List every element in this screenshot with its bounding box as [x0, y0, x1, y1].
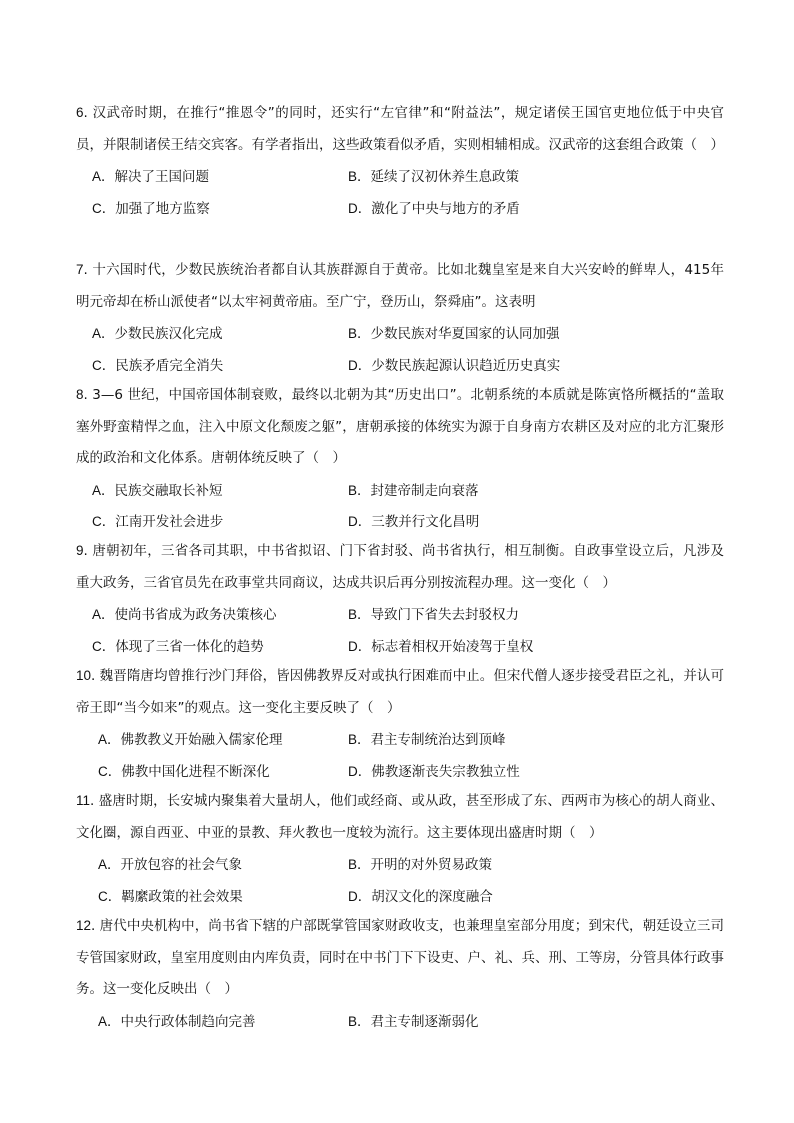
question-9 — [76, 535, 724, 662]
question-number: 10 — [76, 668, 92, 683]
option-letter: B — [348, 857, 358, 872]
question-text: . 汉武帝时期，在推行“推恩令”的同时，还实行“左官律”和“附益法”，规定诸侯王国官吏地位低于中央官员，并限制诸侯王结交宾客。有学者指出，这些政策看似矛盾，实则相辅相成。汉武帝的这套组合政策（ ） — [76, 105, 724, 153]
option-c[interactable]: C．羁縻政策的社会效果 — [98, 888, 243, 905]
option-b[interactable]: B．君主专制统治达到顶峰 — [348, 732, 506, 748]
option-a[interactable]: A．使尚书省成为政务决策核心 — [92, 607, 277, 623]
option-letter: A — [92, 169, 102, 184]
option-letter: B — [348, 1013, 358, 1029]
option-letter: C — [98, 763, 108, 779]
option-c[interactable]: C．江南开发社会进步 — [92, 514, 224, 530]
option-c[interactable]: C．民族矛盾完全消失 — [92, 357, 224, 374]
question-text: . 十六国时代，少数民族统治者都自认其族群源自于黄帝。比如北魏皇室是来自大兴安岭的鲜卑人，415年明元帝却在桥山派使者“以太牢祠黄帝庙。至广宁，登历山，祭舜庙”。这表明 — [76, 262, 724, 310]
option-c[interactable]: C．加强了地方监察 — [92, 200, 210, 217]
option-text: 开放包容的社会气象 — [120, 857, 243, 873]
option-letter: D — [348, 638, 358, 654]
option-text: 江南开发社会进步 — [115, 514, 224, 530]
option-b[interactable]: B．封建帝制走向衰落 — [348, 482, 479, 499]
options-row — [76, 881, 724, 913]
option-letter: C — [92, 200, 102, 216]
question-10 — [76, 660, 724, 787]
options-row — [76, 475, 724, 507]
question-stem — [76, 97, 724, 161]
option-text: 加强了地方监察 — [115, 200, 210, 217]
options-row — [76, 193, 724, 225]
option-text: 标志着相权开始凌驾于皇权 — [371, 638, 534, 655]
option-text: 胡汉文化的深度融合 — [371, 888, 493, 905]
option-text: 佛教逐渐丧失宗教独立性 — [371, 763, 520, 780]
options-row — [76, 724, 724, 756]
question-number: 11 — [76, 793, 91, 808]
question-number: 8 — [76, 387, 84, 402]
question-text: . 盛唐时期，长安城内聚集着大量胡人，他们或经商、或从政，甚至形成了东、西两市为核心的胡人商业、文化圈，源自西亚、中亚的景教、拜火教也一度较为流行。这主要体现出盛唐时期（ ） — [76, 793, 724, 841]
option-text: 民族交融取长补短 — [114, 482, 223, 499]
option-letter: A — [92, 326, 102, 341]
option-text: 激化了中央与地方的矛盾 — [371, 200, 520, 217]
option-letter: B — [348, 482, 358, 498]
option-text: 羁縻政策的社会效果 — [121, 888, 243, 905]
options-row — [76, 631, 724, 663]
options-row — [76, 506, 724, 538]
option-b[interactable]: B．少数民族对华夏国家的认同加强 — [348, 326, 560, 342]
question-stem — [76, 910, 724, 1006]
option-d[interactable]: D．佛教逐渐丧失宗教独立性 — [348, 763, 520, 780]
question-stem — [76, 660, 724, 724]
options-row — [76, 849, 724, 881]
option-text: 佛教中国化进程不断深化 — [121, 763, 270, 780]
option-letter: B — [348, 326, 358, 341]
option-a[interactable]: A．佛教教义开始融入儒家伦理 — [98, 732, 283, 748]
option-b[interactable]: B．延续了汉初休养生息政策 — [348, 169, 520, 185]
option-text: 佛教教义开始融入儒家伦理 — [120, 732, 283, 748]
option-text: 少数民族对华夏国家的认同加强 — [370, 326, 560, 342]
option-a[interactable]: A．中央行政体制趋向完善 — [98, 1013, 256, 1030]
option-text: 少数民族汉化完成 — [114, 326, 223, 342]
option-a[interactable]: A．开放包容的社会气象 — [98, 857, 243, 873]
option-letter: D — [348, 357, 358, 373]
option-c[interactable]: C．佛教中国化进程不断深化 — [98, 763, 270, 780]
question-number: 12 — [76, 918, 92, 933]
option-letter: B — [348, 607, 358, 622]
option-b[interactable]: B．开明的对外贸易政策 — [348, 857, 493, 873]
option-letter: A — [92, 482, 102, 498]
option-d[interactable]: D．胡汉文化的深度融合 — [348, 888, 493, 905]
options-row — [76, 318, 724, 350]
question-12 — [76, 910, 724, 1037]
option-b[interactable]: B．君主专制逐渐弱化 — [348, 1013, 479, 1030]
option-text: 导致门下省失去封驳权力 — [370, 607, 520, 623]
options-row — [76, 1006, 724, 1038]
question-stem — [76, 785, 724, 849]
option-text: 延续了汉初休养生息政策 — [370, 169, 520, 185]
option-text: 民族矛盾完全消失 — [115, 357, 224, 374]
option-text: 使尚书省成为政务决策核心 — [114, 607, 277, 623]
question-stem — [76, 254, 724, 318]
options-row — [76, 161, 724, 193]
question-number: 9 — [76, 543, 84, 558]
option-text: 君主专制统治达到顶峰 — [370, 732, 506, 748]
option-letter: D — [348, 763, 358, 779]
question-stem — [76, 379, 724, 475]
option-letter: A — [98, 732, 108, 747]
question-number: 6 — [76, 105, 84, 120]
option-letter: C — [92, 357, 102, 373]
option-a[interactable]: A．解决了王国问题 — [92, 169, 210, 185]
option-text: 少数民族起源认识趋近历史真实 — [371, 357, 561, 374]
option-letter: A — [92, 607, 102, 622]
option-letter: D — [348, 888, 358, 904]
option-letter: D — [348, 200, 358, 216]
option-d[interactable]: D．少数民族起源认识趋近历史真实 — [348, 357, 561, 374]
option-letter: D — [348, 514, 358, 529]
option-letter: A — [98, 1013, 108, 1029]
option-c[interactable]: C．体现了三省一体化的趋势 — [92, 638, 264, 655]
question-number: 7 — [76, 262, 84, 277]
option-text: 中央行政体制趋向完善 — [120, 1013, 256, 1030]
option-d[interactable]: D．三教并行文化昌明 — [348, 514, 480, 530]
question-text: . 唐代中央机构中，尚书省下辖的户部既掌管国家财政收支，也兼理皇室部分用度；到宋代，朝廷设立三司专管国家财政，皇室用度则由内库负责，同时在中书门下下设吏、户、礼、兵、刑、工等房，分管具体行政事务。这一变化反映出（ ） — [76, 918, 724, 997]
options-row — [76, 350, 724, 382]
option-letter: C — [92, 514, 102, 529]
question-stem — [76, 535, 724, 599]
option-a[interactable]: A．民族交融取长补短 — [92, 482, 223, 499]
option-letter: C — [98, 888, 108, 904]
question-11 — [76, 785, 724, 912]
option-a[interactable]: A．少数民族汉化完成 — [92, 326, 223, 342]
question-text: . 唐朝初年，三省各司其职，中书省拟诏、门下省封驳、尚书省执行，相互制衡。自政事堂设立后，凡涉及重大政务，三省官员先在政事堂共同商议，达成共识后再分别按流程办理。这一变化（ ） — [76, 543, 724, 591]
option-text: 开明的对外贸易政策 — [370, 857, 493, 873]
options-row — [76, 599, 724, 631]
option-text: 解决了王国问题 — [114, 169, 210, 185]
option-d[interactable]: D．标志着相权开始凌驾于皇权 — [348, 638, 534, 655]
question-8 — [76, 379, 724, 538]
question-6 — [76, 97, 724, 224]
option-text: 体现了三省一体化的趋势 — [115, 638, 264, 655]
option-letter: B — [348, 732, 358, 747]
question-text: . 3—6 世纪，中国帝国体制衰败，最终以北朝为其“历史出口”。北朝系统的本质就是陈寅恪所概括的“盖取塞外野蛮精悍之血，注入中原文化颓废之躯”，唐朝承接的体统实为源于自身南方农耕区及对应的北方汇聚形成的政治和文化体系。唐朝体统反映了（ ） — [76, 387, 724, 466]
option-text: 君主专制逐渐弱化 — [370, 1013, 479, 1030]
question-text: . 魏晋隋唐均曾推行沙门拜俗，皆因佛教界反对或执行困难而中止。但宋代僧人逐步接受君臣之礼，并认可帝王即“当今如来”的观点。这一变化主要反映了（ ） — [76, 668, 724, 716]
option-text: 封建帝制走向衰落 — [370, 482, 479, 499]
options-row — [76, 756, 724, 788]
option-d[interactable]: D．激化了中央与地方的矛盾 — [348, 200, 520, 217]
option-text: 三教并行文化昌明 — [371, 514, 480, 530]
option-letter: C — [92, 638, 102, 654]
question-7 — [76, 254, 724, 381]
option-letter: A — [98, 857, 108, 872]
option-b[interactable]: B．导致门下省失去封驳权力 — [348, 607, 520, 623]
option-letter: B — [348, 169, 358, 184]
